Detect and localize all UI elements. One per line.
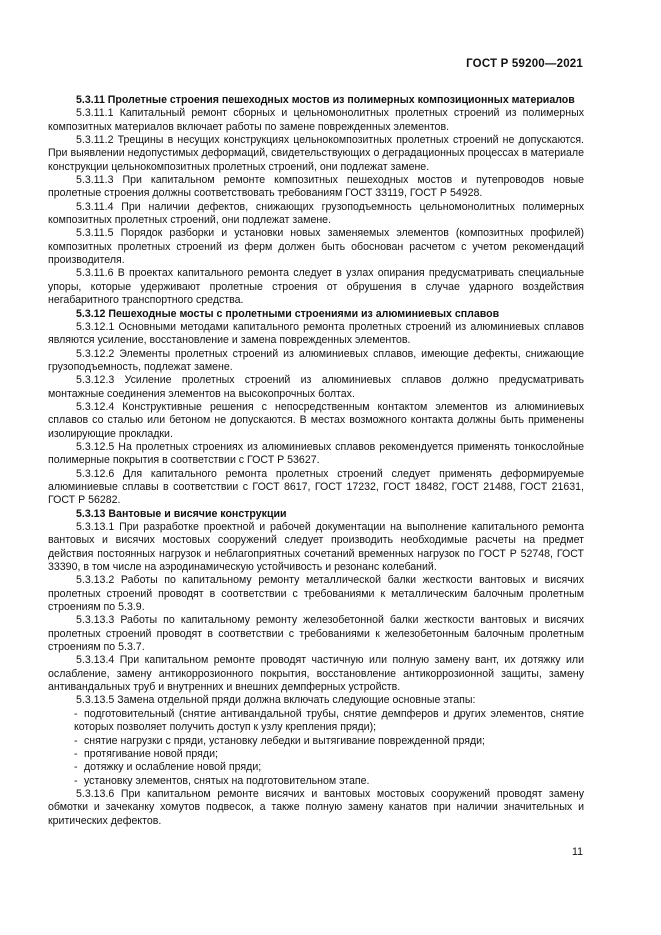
paragraph-5-3-12-2: 5.3.12.2 Элементы пролетных строений из алюминиевых сплавов, имеющие дефекты, снижающие грузоподъемность, подлежат замене. [48, 347, 584, 373]
heading-5-3-13: 5.3.13 Вантовые и висячие конструкции [76, 507, 287, 520]
document-code: ГОСТ Р 59200—2021 [466, 58, 583, 70]
paragraph-5-3-12-4: 5.3.12.4 Конструктивные решения с непосредственным контактом элементов из алюминиевых сплавов со сталью или бетоном не допускаются. В местах возможного контакта должны быть применены изолирующие прокладки. [48, 400, 584, 440]
dash-marker: - [74, 761, 78, 774]
heading-5-3-11: 5.3.11 Пролетные строения пешеходных мостов из полимерных композиционных материалов [76, 94, 575, 106]
dash-marker: - [74, 774, 78, 787]
paragraph-5-3-11-4: 5.3.11.4 При наличии дефектов, снижающих грузоподъемность цельномонолитных полимерных композитных пролетных строений, они подлежат замене. [48, 200, 584, 227]
list-item-text: протягивание новой пряди; [84, 747, 218, 760]
list-item-text: установку элементов, снятых на подготовительном этапе. [84, 774, 370, 787]
document-body [48, 94, 584, 828]
paragraph-5-3-13-3: 5.3.13.3 Работы по капитальному ремонту железобетонной балки жесткости вантовых и висячих пролетных строений проводят в соответствии с требованиями к железобетонным балочным пролетным строениям по 5.3.7. [48, 614, 584, 654]
paragraph-5-3-11-2: 5.3.11.2 Трещины в несущих конструкциях цельнокомпозитных пролетных строений не допускаются. При выявлении недопустимых деформаций, свидетельствующих о деградационных процессах в материале конструкции цельнокомпозитных пролетных строений, они подлежат замене. [48, 134, 584, 173]
paragraph-5-3-11-3: 5.3.11.3 При капитальном ремонте композитных пешеходных мостов и путепроводов новые пролетные строения должны соответствовать требованиям ГОСТ 33119, ГОСТ Р 54928. [48, 174, 584, 200]
paragraph-5-3-13-2: 5.3.13.2 Работы по капитальному ремонту металлической балки жесткости вантовых и висячих пролетных строений проводят в соответствии с требованиями к металлическим балочным пролетным строениям по 5.3.9. [48, 574, 584, 614]
paragraph-5-3-11-5: 5.3.11.5 Порядок разборки и установки новых заменяемых элементов (композитных профилей) композитных пролетных строений из ферм должен быть обоснован расчетом с учетом рекомендаций производителя. [48, 227, 584, 267]
list-item [48, 775, 584, 788]
paragraph-5-3-13-4: 5.3.13.4 При капитальном ремонте проводят частичную или полную замену вант, их дотяжку или ослабление, замену антикоррозионного покрытия, восстановление антикоррозионной защиты, замену антивандальных труб и внутренних и внешних демпферных устройств. [48, 654, 584, 694]
heading-5-3-12: 5.3.12 Пешеходные мосты с пролетными строениями из алюминиевых сплавов [76, 307, 500, 320]
list-item [48, 735, 584, 748]
paragraph-5-3-11-6: 5.3.11.6 В проектах капитального ремонта следует в узлах опирания предусматривать специальные упоры, которые удерживают пролетные строения от обрушения в случае ударного воздействия негабаритного транспортного средства. [48, 267, 584, 307]
list-item [48, 761, 584, 774]
paragraph-5-3-13-6: 5.3.13.6 При капитальном ремонте висячих и вантовых мостовых сооружений проводят замену обмотки и зачеканку хомутов подвесок, а также полную замену канатов при наличии значительных и критических дефектов. [48, 787, 584, 827]
list-item-text: дотяжку и ослабление новой пряди; [84, 761, 262, 774]
paragraph-5-3-13-5: 5.3.13.5 Замена отдельной пряди должна включать следующие основные этапы: [76, 694, 476, 707]
paragraph-5-3-12-1: 5.3.12.1 Основными методами капитального ремонта пролетных строений из алюминиевых сплавов являются усиление, восстановление и замена поврежденных элементов. [48, 320, 584, 347]
paragraph-5-3-12-3: 5.3.12.3 Усиление пролетных строений из алюминиевых сплавов должно предусматривать монтажные соединения элементов на высокопрочных болтах. [48, 374, 584, 400]
list-item [48, 708, 584, 735]
paragraph-5-3-11-1: 5.3.11.1 Капитальный ремонт сборных и цельномонолитных пролетных строений из полимерных композитных материалов включает работы по замене поврежденных элементов. [48, 107, 584, 133]
list-item [48, 748, 584, 761]
dash-marker: - [74, 707, 78, 720]
paragraph-5-3-12-6: 5.3.12.6 Для капитального ремонта пролетных строений следует применять деформируемые алюминиевые сплавы в соответствии с ГОСТ 8617, ГОСТ 17232, ГОСТ 18482, ГОСТ 21488, ГОСТ 21631, ГОСТ Р 56282. [48, 467, 584, 507]
paragraph-5-3-12-5: 5.3.12.5 На пролетных строениях из алюминиевых сплавов рекомендуется применять тонкослойные полимерные покрытия в соответствии с ГОСТ Р 53627. [48, 440, 584, 467]
page-number: 11 [572, 846, 583, 858]
paragraph-5-3-13-1: 5.3.13.1 При разработке проектной и рабочей документации на выполнение капитального ремонта вантовых и висячих мостовых сооружений следует производить необходимые расчеты на предмет действия постоянных нагрузок и неблагоприятных сочетаний временных нагрузок по ГОСТ Р 52748, ГОСТ 33390, в том числе на аэродинамическую устойчивость и резонанс колебаний. [48, 521, 584, 574]
dash-marker: - [74, 747, 78, 760]
list-item-text: подготовительный (снятие антивандальной трубы, снятие демпферов и других элементов, снятие которых позволяет получить доступ к узлу крепления пряди); [74, 707, 584, 734]
list-item-text: снятие нагрузки с пряди, установку лебедки и вытягивание поврежденной пряди; [84, 734, 485, 747]
dash-marker: - [74, 734, 78, 747]
